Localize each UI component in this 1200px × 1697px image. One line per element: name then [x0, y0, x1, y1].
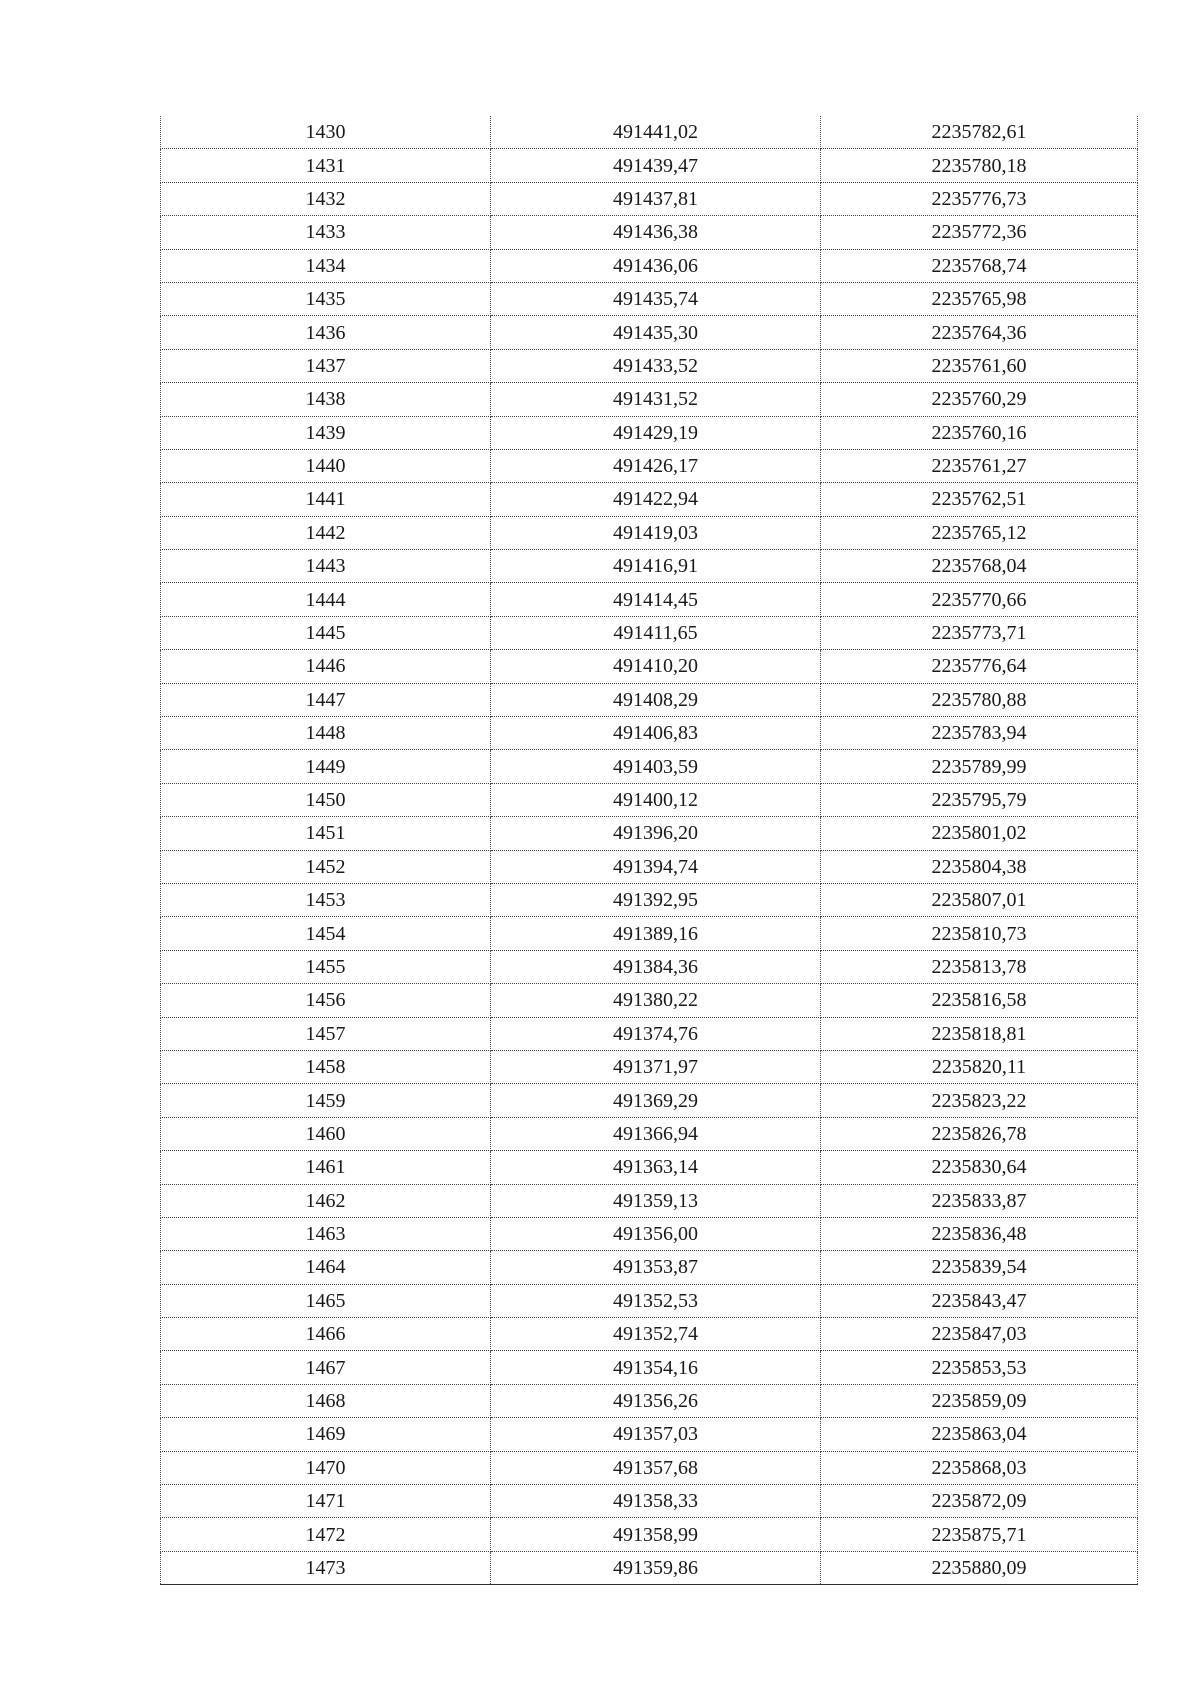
- table-row: [161, 349, 1138, 382]
- x-coordinate-cell: 491403,59: [491, 750, 821, 783]
- point-number-cell: 1444: [161, 583, 491, 616]
- point-number-cell: 1471: [161, 1485, 491, 1518]
- point-number-cell: 1433: [161, 216, 491, 249]
- table-row: [161, 249, 1138, 282]
- x-coordinate-cell: 491439,47: [491, 149, 821, 182]
- x-coordinate-cell: 491436,06: [491, 249, 821, 282]
- table-row: [161, 1084, 1138, 1117]
- y-coordinate-cell: 2235826,78: [821, 1117, 1138, 1150]
- y-coordinate-cell: 2235868,03: [821, 1451, 1138, 1484]
- y-coordinate-cell: 2235789,99: [821, 750, 1138, 783]
- point-number-cell: 1458: [161, 1050, 491, 1083]
- table-row: [161, 1151, 1138, 1184]
- x-coordinate-cell: 491396,20: [491, 817, 821, 850]
- point-number-cell: 1459: [161, 1084, 491, 1117]
- x-coordinate-cell: 491431,52: [491, 383, 821, 416]
- point-number-cell: 1473: [161, 1551, 491, 1584]
- y-coordinate-cell: 2235833,87: [821, 1184, 1138, 1217]
- x-coordinate-cell: 491433,52: [491, 349, 821, 382]
- x-coordinate-cell: 491426,17: [491, 449, 821, 482]
- point-number-cell: 1457: [161, 1017, 491, 1050]
- point-number-cell: 1431: [161, 149, 491, 182]
- y-coordinate-cell: 2235880,09: [821, 1551, 1138, 1584]
- y-coordinate-cell: 2235780,18: [821, 149, 1138, 182]
- y-coordinate-cell: 2235872,09: [821, 1485, 1138, 1518]
- x-coordinate-cell: 491384,36: [491, 950, 821, 983]
- y-coordinate-cell: 2235853,53: [821, 1351, 1138, 1384]
- table-row: [161, 683, 1138, 716]
- y-coordinate-cell: 2235813,78: [821, 950, 1138, 983]
- point-number-cell: 1439: [161, 416, 491, 449]
- x-coordinate-cell: 491410,20: [491, 650, 821, 683]
- point-number-cell: 1452: [161, 850, 491, 883]
- point-number-cell: 1445: [161, 616, 491, 649]
- table-row: [161, 1418, 1138, 1451]
- y-coordinate-cell: 2235801,02: [821, 817, 1138, 850]
- x-coordinate-cell: 491414,45: [491, 583, 821, 616]
- x-coordinate-cell: 491363,14: [491, 1151, 821, 1184]
- x-coordinate-cell: 491352,74: [491, 1318, 821, 1351]
- y-coordinate-cell: 2235836,48: [821, 1217, 1138, 1250]
- x-coordinate-cell: 491400,12: [491, 783, 821, 816]
- x-coordinate-cell: 491389,16: [491, 917, 821, 950]
- point-number-cell: 1434: [161, 249, 491, 282]
- y-coordinate-cell: 2235772,36: [821, 216, 1138, 249]
- table-row: [161, 616, 1138, 649]
- table-row: [161, 1384, 1138, 1417]
- point-number-cell: 1466: [161, 1318, 491, 1351]
- y-coordinate-cell: 2235839,54: [821, 1251, 1138, 1284]
- point-number-cell: 1463: [161, 1217, 491, 1250]
- x-coordinate-cell: 491437,81: [491, 182, 821, 215]
- y-coordinate-cell: 2235761,60: [821, 349, 1138, 382]
- table-row: [161, 550, 1138, 583]
- y-coordinate-cell: 2235782,61: [821, 116, 1138, 149]
- point-number-cell: 1469: [161, 1418, 491, 1451]
- table-row: [161, 316, 1138, 349]
- x-coordinate-cell: 491371,97: [491, 1050, 821, 1083]
- x-coordinate-cell: 491429,19: [491, 416, 821, 449]
- table-row: [161, 984, 1138, 1017]
- point-number-cell: 1442: [161, 516, 491, 549]
- x-coordinate-cell: 491411,65: [491, 616, 821, 649]
- x-coordinate-cell: 491356,26: [491, 1384, 821, 1417]
- x-coordinate-cell: 491408,29: [491, 683, 821, 716]
- y-coordinate-cell: 2235823,22: [821, 1084, 1138, 1117]
- x-coordinate-cell: 491436,38: [491, 216, 821, 249]
- point-number-cell: 1430: [161, 116, 491, 149]
- point-number-cell: 1465: [161, 1284, 491, 1317]
- table-row: [161, 1117, 1138, 1150]
- table-row: [161, 1318, 1138, 1351]
- point-number-cell: 1451: [161, 817, 491, 850]
- y-coordinate-cell: 2235818,81: [821, 1017, 1138, 1050]
- table-row: [161, 216, 1138, 249]
- x-coordinate-cell: 491419,03: [491, 516, 821, 549]
- y-coordinate-cell: 2235768,74: [821, 249, 1138, 282]
- table-row: [161, 917, 1138, 950]
- y-coordinate-cell: 2235783,94: [821, 717, 1138, 750]
- table-row: [161, 1551, 1138, 1584]
- x-coordinate-cell: 491435,74: [491, 282, 821, 315]
- y-coordinate-cell: 2235830,64: [821, 1151, 1138, 1184]
- coordinates-table-body: [161, 116, 1138, 1585]
- y-coordinate-cell: 2235820,11: [821, 1050, 1138, 1083]
- y-coordinate-cell: 2235770,66: [821, 583, 1138, 616]
- x-coordinate-cell: 491380,22: [491, 984, 821, 1017]
- x-coordinate-cell: 491435,30: [491, 316, 821, 349]
- y-coordinate-cell: 2235776,73: [821, 182, 1138, 215]
- y-coordinate-cell: 2235764,36: [821, 316, 1138, 349]
- table-row: [161, 282, 1138, 315]
- table-row: [161, 516, 1138, 549]
- y-coordinate-cell: 2235816,58: [821, 984, 1138, 1017]
- x-coordinate-cell: 491369,29: [491, 1084, 821, 1117]
- table-row: [161, 650, 1138, 683]
- x-coordinate-cell: 491359,13: [491, 1184, 821, 1217]
- table-row: [161, 950, 1138, 983]
- point-number-cell: 1453: [161, 883, 491, 916]
- table-row: [161, 1017, 1138, 1050]
- x-coordinate-cell: 491406,83: [491, 717, 821, 750]
- x-coordinate-cell: 491441,02: [491, 116, 821, 149]
- point-number-cell: 1454: [161, 917, 491, 950]
- point-number-cell: 1448: [161, 717, 491, 750]
- table-row: [161, 817, 1138, 850]
- table-row: [161, 149, 1138, 182]
- y-coordinate-cell: 2235765,98: [821, 282, 1138, 315]
- point-number-cell: 1440: [161, 449, 491, 482]
- table-row: [161, 717, 1138, 750]
- y-coordinate-cell: 2235795,79: [821, 783, 1138, 816]
- y-coordinate-cell: 2235768,04: [821, 550, 1138, 583]
- point-number-cell: 1436: [161, 316, 491, 349]
- table-row: [161, 182, 1138, 215]
- x-coordinate-cell: 491358,33: [491, 1485, 821, 1518]
- point-number-cell: 1435: [161, 282, 491, 315]
- point-number-cell: 1446: [161, 650, 491, 683]
- x-coordinate-cell: 491358,99: [491, 1518, 821, 1551]
- point-number-cell: 1460: [161, 1117, 491, 1150]
- y-coordinate-cell: 2235760,16: [821, 416, 1138, 449]
- y-coordinate-cell: 2235773,71: [821, 616, 1138, 649]
- x-coordinate-cell: 491359,86: [491, 1551, 821, 1584]
- table-row: [161, 449, 1138, 482]
- point-number-cell: 1432: [161, 182, 491, 215]
- x-coordinate-cell: 491392,95: [491, 883, 821, 916]
- table-row: [161, 1518, 1138, 1551]
- point-number-cell: 1455: [161, 950, 491, 983]
- table-row: [161, 1284, 1138, 1317]
- y-coordinate-cell: 2235847,03: [821, 1318, 1138, 1351]
- point-number-cell: 1462: [161, 1184, 491, 1217]
- point-number-cell: 1472: [161, 1518, 491, 1551]
- y-coordinate-cell: 2235875,71: [821, 1518, 1138, 1551]
- x-coordinate-cell: 491357,68: [491, 1451, 821, 1484]
- y-coordinate-cell: 2235761,27: [821, 449, 1138, 482]
- point-number-cell: 1468: [161, 1384, 491, 1417]
- x-coordinate-cell: 491374,76: [491, 1017, 821, 1050]
- point-number-cell: 1438: [161, 383, 491, 416]
- table-row: [161, 1050, 1138, 1083]
- table-row: [161, 416, 1138, 449]
- x-coordinate-cell: 491357,03: [491, 1418, 821, 1451]
- table-row: [161, 850, 1138, 883]
- table-row: [161, 1351, 1138, 1384]
- table-row: [161, 1251, 1138, 1284]
- table-row: [161, 883, 1138, 916]
- table-row: [161, 583, 1138, 616]
- point-number-cell: 1441: [161, 483, 491, 516]
- table-row: [161, 750, 1138, 783]
- y-coordinate-cell: 2235843,47: [821, 1284, 1138, 1317]
- x-coordinate-cell: 491352,53: [491, 1284, 821, 1317]
- y-coordinate-cell: 2235804,38: [821, 850, 1138, 883]
- x-coordinate-cell: 491356,00: [491, 1217, 821, 1250]
- table-row: [161, 383, 1138, 416]
- y-coordinate-cell: 2235810,73: [821, 917, 1138, 950]
- table-row: [161, 783, 1138, 816]
- x-coordinate-cell: 491354,16: [491, 1351, 821, 1384]
- table-row: [161, 1184, 1138, 1217]
- point-number-cell: 1449: [161, 750, 491, 783]
- y-coordinate-cell: 2235765,12: [821, 516, 1138, 549]
- table-row: [161, 483, 1138, 516]
- y-coordinate-cell: 2235780,88: [821, 683, 1138, 716]
- table-row: [161, 1217, 1138, 1250]
- x-coordinate-cell: 491366,94: [491, 1117, 821, 1150]
- x-coordinate-cell: 491422,94: [491, 483, 821, 516]
- table-row: [161, 1451, 1138, 1484]
- coordinates-table: [160, 116, 1138, 1585]
- y-coordinate-cell: 2235863,04: [821, 1418, 1138, 1451]
- point-number-cell: 1456: [161, 984, 491, 1017]
- point-number-cell: 1437: [161, 349, 491, 382]
- y-coordinate-cell: 2235762,51: [821, 483, 1138, 516]
- x-coordinate-cell: 491416,91: [491, 550, 821, 583]
- point-number-cell: 1443: [161, 550, 491, 583]
- y-coordinate-cell: 2235859,09: [821, 1384, 1138, 1417]
- point-number-cell: 1470: [161, 1451, 491, 1484]
- point-number-cell: 1464: [161, 1251, 491, 1284]
- y-coordinate-cell: 2235776,64: [821, 650, 1138, 683]
- point-number-cell: 1461: [161, 1151, 491, 1184]
- table-row: [161, 116, 1138, 149]
- point-number-cell: 1467: [161, 1351, 491, 1384]
- table-row: [161, 1485, 1138, 1518]
- x-coordinate-cell: 491353,87: [491, 1251, 821, 1284]
- x-coordinate-cell: 491394,74: [491, 850, 821, 883]
- y-coordinate-cell: 2235807,01: [821, 883, 1138, 916]
- y-coordinate-cell: 2235760,29: [821, 383, 1138, 416]
- point-number-cell: 1450: [161, 783, 491, 816]
- point-number-cell: 1447: [161, 683, 491, 716]
